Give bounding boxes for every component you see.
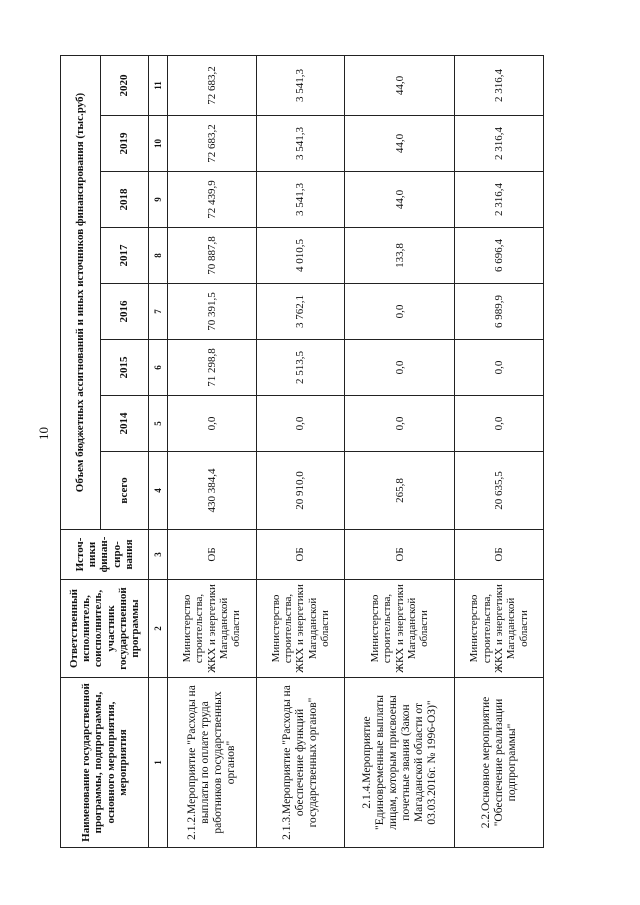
row-value-year: 2 316,4 — [455, 116, 544, 172]
row-value-year: 0,0 — [168, 396, 257, 452]
row-responsible: Министерство строительства, ЖКХ и энергетики Магаданской области — [455, 580, 544, 678]
row-value-total: 265,8 — [345, 452, 455, 530]
header-responsible: Ответственный исполнитель, соисполнитель, участник государственной программы — [61, 580, 149, 678]
row-value-year: 6 989,9 — [455, 284, 544, 340]
header-source: Источ-ники финан-сиро-вания — [61, 530, 149, 580]
column-number: 4 — [149, 452, 168, 530]
header-year: 2020 — [101, 55, 149, 115]
page-number: 10 — [36, 427, 51, 440]
row-value-year: 2 316,4 — [455, 55, 544, 115]
row-value-year: 6 696,4 — [455, 228, 544, 284]
row-value-year: 0,0 — [455, 396, 544, 452]
header-year: 2014 — [101, 396, 149, 452]
column-number: 6 — [149, 340, 168, 396]
column-number: 3 — [149, 530, 168, 580]
row-source: ОБ — [168, 530, 257, 580]
row-value-total: 20 910,0 — [256, 452, 345, 530]
column-number: 1 — [149, 678, 168, 848]
row-value-year: 72 683,2 — [168, 55, 257, 115]
row-source: ОБ — [455, 530, 544, 580]
row-value-total: 430 384,4 — [168, 452, 257, 530]
row-value-year: 0,0 — [256, 396, 345, 452]
header-total: всего — [101, 452, 149, 530]
row-source: ОБ — [256, 530, 345, 580]
row-name: 2.1.4.Мероприятие "Единовременные выплаты лицам, которым присвоены почетные звания (Закон Магаданской области от 03.03.2016г. № 1996-ОЗ)" — [345, 678, 455, 848]
row-source: ОБ — [345, 530, 455, 580]
row-value-year: 4 010,5 — [256, 228, 345, 284]
row-value-year: 3 541,3 — [256, 116, 345, 172]
row-value-year: 71 298,8 — [168, 340, 257, 396]
row-value-year: 133,8 — [345, 228, 455, 284]
row-value-year: 70 391,5 — [168, 284, 257, 340]
column-number: 2 — [149, 580, 168, 678]
table-row — [168, 55, 257, 847]
column-number: 11 — [149, 55, 168, 115]
table-row — [256, 55, 345, 847]
row-name: 2.1.3.Мероприятие "Расходы на обеспечение функций государственных органов" — [256, 678, 345, 848]
row-name: 2.1.2.Мероприятие "Расходы на выплаты по оплате труда работников государственных органов" — [168, 678, 257, 848]
row-value-year: 44,0 — [345, 55, 455, 115]
header-year: 2018 — [101, 172, 149, 228]
row-value-year: 70 887,8 — [168, 228, 257, 284]
row-value-year: 0,0 — [455, 340, 544, 396]
row-responsible: Министерство строительства, ЖКХ и энергетики Магаданской области — [345, 580, 455, 678]
row-value-year: 0,0 — [345, 340, 455, 396]
row-value-year: 0,0 — [345, 284, 455, 340]
row-value-year: 72 439,9 — [168, 172, 257, 228]
column-number: 9 — [149, 172, 168, 228]
row-responsible: Министерство строительства, ЖКХ и энергетики Магаданской области — [168, 580, 257, 678]
row-responsible: Министерство строительства, ЖКХ и энергетики Магаданской области — [256, 580, 345, 678]
row-value-year: 3 541,3 — [256, 55, 345, 115]
header-funding-group: Объем бюджетных ассигнований и иных источников финансирования (тыс.руб) — [61, 55, 101, 529]
table-row — [455, 55, 544, 847]
row-name: 2.2.Основное мероприятие "Обеспечение реализации подпрограммы" — [455, 678, 544, 848]
row-value-total: 20 635,5 — [455, 452, 544, 530]
column-number: 7 — [149, 284, 168, 340]
row-value-year: 2 513,5 — [256, 340, 345, 396]
row-value-year: 72 683,2 — [168, 116, 257, 172]
header-year: 2017 — [101, 228, 149, 284]
column-number: 5 — [149, 396, 168, 452]
column-number: 8 — [149, 228, 168, 284]
header-year: 2015 — [101, 340, 149, 396]
header-year: 2016 — [101, 284, 149, 340]
row-value-year: 3 762,1 — [256, 284, 345, 340]
row-value-year: 0,0 — [345, 396, 455, 452]
header-name: Наименование государственной программы, подпрограммы, основного мероприятия, мероприятия — [61, 678, 149, 848]
financing-table — [60, 55, 544, 848]
row-value-year: 2 316,4 — [455, 172, 544, 228]
header-year: 2019 — [101, 116, 149, 172]
table-row — [345, 55, 455, 847]
row-value-year: 44,0 — [345, 172, 455, 228]
column-number: 10 — [149, 116, 168, 172]
row-value-year: 44,0 — [345, 116, 455, 172]
rotated-page-content — [60, 56, 544, 848]
row-value-year: 3 541,3 — [256, 172, 345, 228]
